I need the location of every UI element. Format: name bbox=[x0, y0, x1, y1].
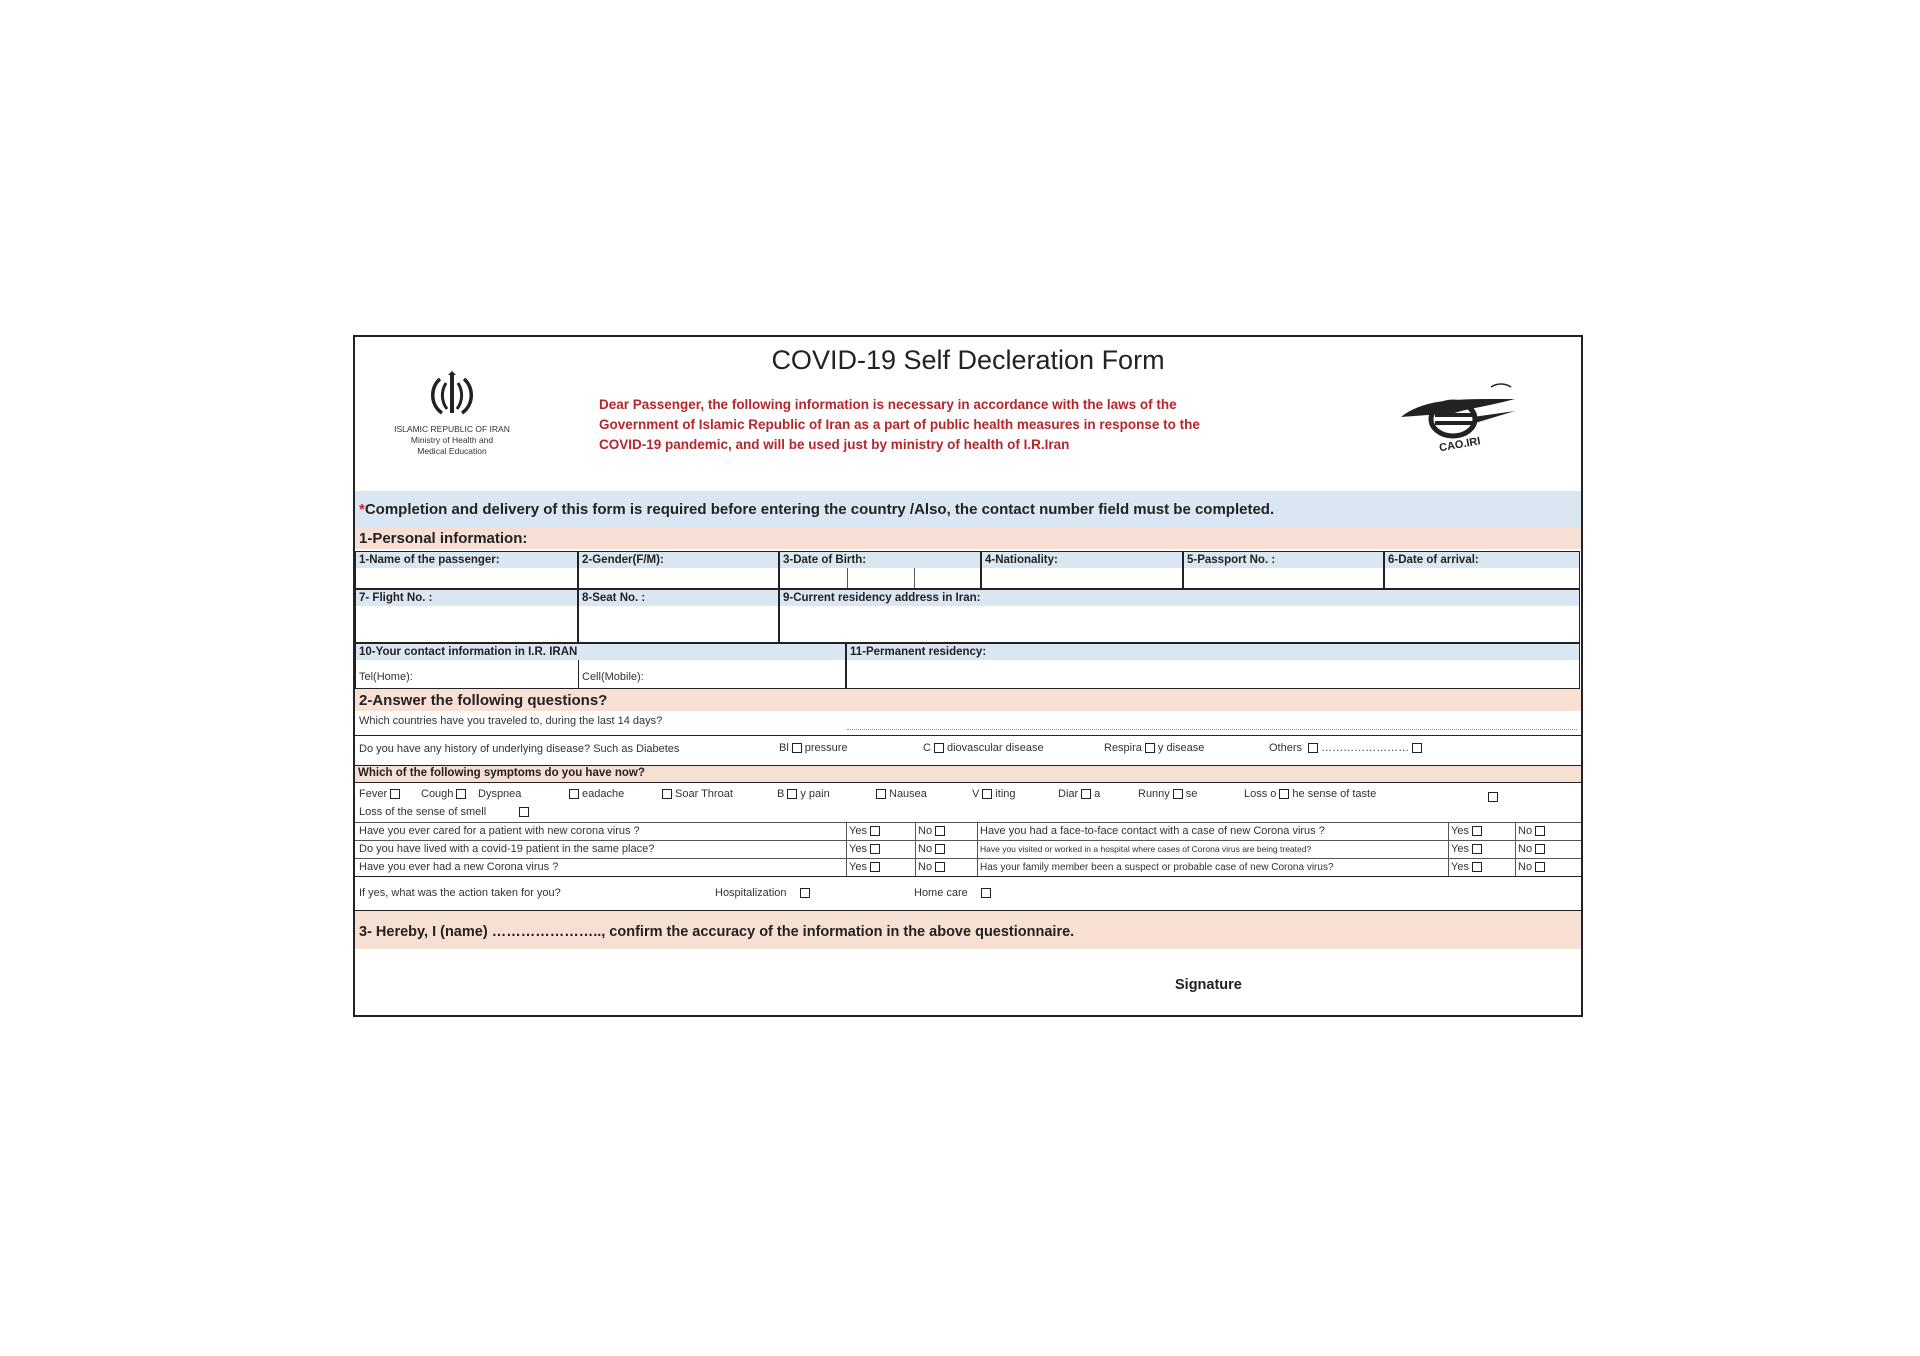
notice-message: Completion and delivery of this form is required before entering the country /Also, the contact number field must be completed. bbox=[364, 501, 1275, 518]
disease-others-label: Others bbox=[1269, 742, 1303, 754]
home-care-label: Home care bbox=[914, 887, 968, 899]
symptom-taste-prefix: Loss o bbox=[1244, 788, 1277, 800]
contact-divider bbox=[578, 660, 579, 688]
question-had-virus: Have you ever had a new Corona virus ? bbox=[359, 861, 559, 873]
checkbox-icon[interactable] bbox=[935, 844, 945, 854]
checkbox-icon[interactable] bbox=[1535, 862, 1545, 872]
field-contact-info bbox=[355, 643, 846, 689]
symptom-diarrhea-prefix: Diar bbox=[1058, 788, 1079, 800]
field-passenger-name[interactable] bbox=[355, 551, 578, 589]
checkbox-icon[interactable] bbox=[934, 743, 944, 753]
symptom-fever bbox=[359, 788, 403, 800]
answer-no-4 bbox=[1518, 825, 1548, 837]
checkbox-icon[interactable] bbox=[1535, 844, 1545, 854]
hospitalization-label: Hospitalization bbox=[715, 887, 787, 899]
symptom-dyspnea-label: Dyspnea bbox=[478, 788, 522, 800]
yes-label: Yes bbox=[1451, 825, 1469, 837]
countries-answer-line[interactable] bbox=[847, 729, 1577, 730]
checkbox-icon[interactable] bbox=[870, 844, 880, 854]
label-passport-no: 5-Passport No. : bbox=[1187, 554, 1276, 566]
disease-bp-prefix: Bl bbox=[779, 742, 789, 754]
symptom-headache-label: eadache bbox=[582, 788, 625, 800]
checkbox-icon[interactable] bbox=[569, 789, 579, 799]
label-flight-no: 7- Flight No. : bbox=[359, 592, 433, 604]
section1-heading: 1-Personal information: bbox=[359, 530, 528, 547]
question-face-contact: Have you had a face-to-face contact with a case of new Corona virus ? bbox=[980, 825, 1325, 837]
yes-label: Yes bbox=[849, 861, 867, 873]
yes-label: Yes bbox=[1451, 861, 1469, 873]
symptom-smell-label: Loss of the sense of smell bbox=[359, 806, 487, 818]
no-label: No bbox=[918, 843, 933, 855]
answer-no-1 bbox=[918, 825, 948, 837]
checkbox-icon[interactable] bbox=[800, 888, 810, 898]
checkbox-icon[interactable] bbox=[519, 807, 529, 817]
symptom-dyspnea bbox=[478, 788, 521, 800]
qa-divider-5 bbox=[1515, 822, 1516, 876]
answer-no-6 bbox=[1518, 861, 1548, 873]
disease-others bbox=[1269, 742, 1425, 754]
symptom-runny-nose-suffix: se bbox=[1185, 788, 1198, 800]
checkbox-icon[interactable] bbox=[1145, 743, 1155, 753]
symptom-runny-nose-prefix: Runny bbox=[1138, 788, 1170, 800]
no-label: No bbox=[1518, 825, 1533, 837]
checkbox-icon[interactable] bbox=[1472, 826, 1482, 836]
divider-qa bbox=[355, 876, 1581, 877]
answer-yes-6 bbox=[1451, 861, 1485, 873]
checkbox-icon[interactable] bbox=[1081, 789, 1091, 799]
answer-yes-5 bbox=[1451, 843, 1485, 855]
yes-label: Yes bbox=[1451, 843, 1469, 855]
checkbox-icon[interactable] bbox=[981, 888, 991, 898]
label-cell-mobile[interactable]: Cell(Mobile): bbox=[582, 671, 644, 683]
notice-text bbox=[359, 501, 1274, 518]
field-residency-address[interactable] bbox=[779, 589, 1580, 643]
yes-label: Yes bbox=[849, 843, 867, 855]
divider-symptoms bbox=[355, 822, 1581, 823]
checkbox-icon[interactable] bbox=[1472, 862, 1482, 872]
checkbox-icon[interactable] bbox=[787, 789, 797, 799]
emblem-line-2: Ministry of Health and bbox=[410, 435, 494, 445]
label-seat-no: 8-Seat No. : bbox=[582, 592, 646, 604]
question-visited-hospital: Have you visited or worked in a hospital where cases of Corona virus are being treated? bbox=[980, 844, 1312, 854]
section3-band bbox=[355, 911, 1581, 949]
cao-logo bbox=[1395, 377, 1525, 452]
others-dots[interactable]: …………………… bbox=[1321, 742, 1410, 754]
symptom-body-pain-suffix: y pain bbox=[800, 788, 830, 800]
checkbox-icon[interactable] bbox=[935, 826, 945, 836]
question-family-suspect: Has your family member been a suspect or probable case of new Corona virus? bbox=[980, 862, 1334, 873]
section2-heading-band bbox=[355, 689, 1581, 711]
checkbox-icon[interactable] bbox=[1412, 743, 1422, 753]
symptom-body-pain-prefix: B bbox=[777, 788, 785, 800]
symptom-taste-suffix: he sense of taste bbox=[1292, 788, 1377, 800]
symptom-vomiting-prefix: V bbox=[972, 788, 980, 800]
checkbox-icon[interactable] bbox=[1279, 789, 1289, 799]
qa-divider-4 bbox=[1448, 822, 1449, 876]
signature-label[interactable]: Signature bbox=[1175, 977, 1242, 993]
symptom-body-pain bbox=[777, 788, 830, 800]
symptom-runny-nose bbox=[1138, 788, 1197, 800]
symptom-vomiting-suffix: iting bbox=[995, 788, 1016, 800]
ministry-emblem bbox=[377, 371, 527, 457]
intro-line-2: Government of Islamic Republic of Iran as a part of public health measures in response to the bbox=[599, 417, 1200, 432]
checkbox-icon[interactable] bbox=[870, 862, 880, 872]
label-permanent-residency: 11-Permanent residency: bbox=[850, 646, 987, 658]
cao-logo-text: CAO.IRI bbox=[1438, 435, 1482, 452]
label-gender: 2-Gender(F/M): bbox=[582, 554, 664, 566]
checkbox-icon[interactable] bbox=[1535, 826, 1545, 836]
field-gender[interactable] bbox=[578, 551, 779, 589]
disease-cv-prefix: C bbox=[923, 742, 931, 754]
dob-divider-2 bbox=[914, 568, 915, 588]
option-home-care bbox=[914, 887, 994, 899]
answer-no-2 bbox=[918, 843, 948, 855]
checkbox-icon[interactable] bbox=[1488, 792, 1498, 802]
answer-no-3 bbox=[918, 861, 948, 873]
label-residency-address: 9-Current residency address in Iran: bbox=[783, 592, 981, 604]
section1-heading-band bbox=[355, 527, 1581, 549]
divider-countries bbox=[355, 735, 1581, 736]
emblem-line-3: Medical Education bbox=[417, 446, 487, 456]
answer-no-5 bbox=[1518, 843, 1548, 855]
yes-label: Yes bbox=[849, 825, 867, 837]
symptom-diarrhea-suffix: a bbox=[1094, 788, 1101, 800]
intro-paragraph bbox=[599, 395, 1319, 455]
qa-divider-2 bbox=[915, 822, 916, 876]
symptoms-heading-band bbox=[355, 766, 1581, 782]
option-hospitalization bbox=[715, 887, 813, 899]
emblem-line-1: ISLAMIC REPUBLIC OF IRAN bbox=[394, 424, 510, 434]
countries-question: Which countries have you traveled to, during the last 14 days? bbox=[359, 715, 663, 727]
symptom-fever-label: Fever bbox=[359, 788, 388, 800]
label-passenger-name: 1-Name of the passenger: bbox=[359, 554, 500, 566]
checkbox-icon[interactable] bbox=[982, 789, 992, 799]
checkbox-icon[interactable] bbox=[1472, 844, 1482, 854]
notice-band bbox=[355, 491, 1581, 527]
covid-declaration-form bbox=[353, 335, 1583, 1017]
answer-yes-1 bbox=[849, 825, 883, 837]
symptom-nausea bbox=[873, 788, 927, 800]
label-nationality: 4-Nationality: bbox=[985, 554, 1058, 566]
checkbox-icon[interactable] bbox=[876, 789, 886, 799]
checkbox-icon[interactable] bbox=[390, 789, 400, 799]
question-cared-patient: Have you ever cared for a patient with new corona virus ? bbox=[359, 825, 640, 837]
checkbox-icon[interactable] bbox=[1308, 743, 1318, 753]
symptom-cough bbox=[421, 788, 469, 800]
symptom-loss-of-taste bbox=[1244, 788, 1376, 800]
symptom-loss-of-smell bbox=[359, 806, 532, 818]
disease-resp-prefix: Respira bbox=[1104, 742, 1142, 754]
disease-resp-suffix: y disease bbox=[1157, 742, 1205, 754]
disease-bp-suffix: pressure bbox=[804, 742, 848, 754]
form-title: COVID-19 Self Decleration Form bbox=[771, 345, 1165, 375]
checkbox-icon[interactable] bbox=[935, 862, 945, 872]
symptom-sore-throat bbox=[659, 788, 733, 800]
field-nationality[interactable] bbox=[981, 551, 1183, 589]
confirmation-statement[interactable]: 3- Hereby, I (name) ………………….., confirm the accuracy of the information in the above questionnaire. bbox=[359, 924, 1075, 940]
disease-cardiovascular bbox=[923, 742, 1044, 754]
symptom-vomiting bbox=[972, 788, 1016, 800]
answer-yes-3 bbox=[849, 861, 883, 873]
symptom-sore-throat-label: Soar Throat bbox=[675, 788, 733, 800]
disease-respiratory bbox=[1104, 742, 1204, 754]
field-permanent-residency[interactable] bbox=[846, 643, 1580, 689]
symptoms-heading: Which of the following symptoms do you have now? bbox=[358, 767, 645, 779]
field-flight-no[interactable] bbox=[355, 589, 578, 643]
intro-line-3: COVID-19 pandemic, and will be used just by ministry of health of I.R.Iran bbox=[599, 437, 1070, 452]
no-label: No bbox=[918, 825, 933, 837]
notice-asterisk: * bbox=[359, 501, 365, 518]
intro-line-1: Dear Passenger, the following information is necessary in accordance with the laws of the bbox=[599, 397, 1177, 412]
symptom-cough-label: Cough bbox=[421, 788, 454, 800]
checkbox-icon[interactable] bbox=[456, 789, 466, 799]
disease-blood-pressure bbox=[779, 742, 848, 754]
no-label: No bbox=[1518, 843, 1533, 855]
section2-heading: 2-Answer the following questions? bbox=[359, 692, 608, 709]
qa-row-divider-2 bbox=[355, 858, 1581, 859]
no-label: No bbox=[1518, 861, 1533, 873]
answer-yes-4 bbox=[1451, 825, 1485, 837]
disease-cv-suffix: diovascular disease bbox=[946, 742, 1044, 754]
cao-logo-icon bbox=[1395, 377, 1525, 452]
qa-divider-1 bbox=[846, 822, 847, 876]
symptom-diarrhea bbox=[1058, 788, 1100, 800]
divider-symptoms-heading bbox=[355, 782, 1581, 783]
action-question: If yes, what was the action taken for you? bbox=[359, 887, 561, 899]
qa-row-divider-1 bbox=[355, 840, 1581, 841]
symptom-headache bbox=[566, 788, 624, 800]
iran-emblem-icon bbox=[426, 371, 478, 419]
field-date-of-arrival[interactable] bbox=[1384, 551, 1580, 589]
symptom-nausea-label: Nausea bbox=[889, 788, 927, 800]
symptom-taste-extra bbox=[1485, 788, 1501, 806]
label-contact-info: 10-Your contact information in I.R. IRAN bbox=[359, 646, 578, 658]
label-date-of-arrival: 6-Date of arrival: bbox=[1388, 554, 1479, 566]
question-lived-with-patient: Do you have lived with a covid-19 patient in the same place? bbox=[359, 843, 655, 855]
label-date-of-birth: 3-Date of Birth: bbox=[783, 554, 867, 566]
no-label: No bbox=[918, 861, 933, 873]
field-seat-no[interactable] bbox=[578, 589, 779, 643]
dob-divider-1 bbox=[847, 568, 848, 588]
field-date-of-birth[interactable] bbox=[779, 551, 981, 589]
label-tel-home[interactable]: Tel(Home): bbox=[359, 671, 413, 683]
checkbox-icon[interactable] bbox=[792, 743, 802, 753]
answer-yes-2 bbox=[849, 843, 883, 855]
checkbox-icon[interactable] bbox=[662, 789, 672, 799]
history-question: Do you have any history of underlying disease? Such as Diabetes bbox=[359, 743, 680, 755]
field-passport-no[interactable] bbox=[1183, 551, 1384, 589]
qa-divider-3 bbox=[977, 822, 978, 876]
checkbox-icon[interactable] bbox=[1173, 789, 1183, 799]
checkbox-icon[interactable] bbox=[870, 826, 880, 836]
